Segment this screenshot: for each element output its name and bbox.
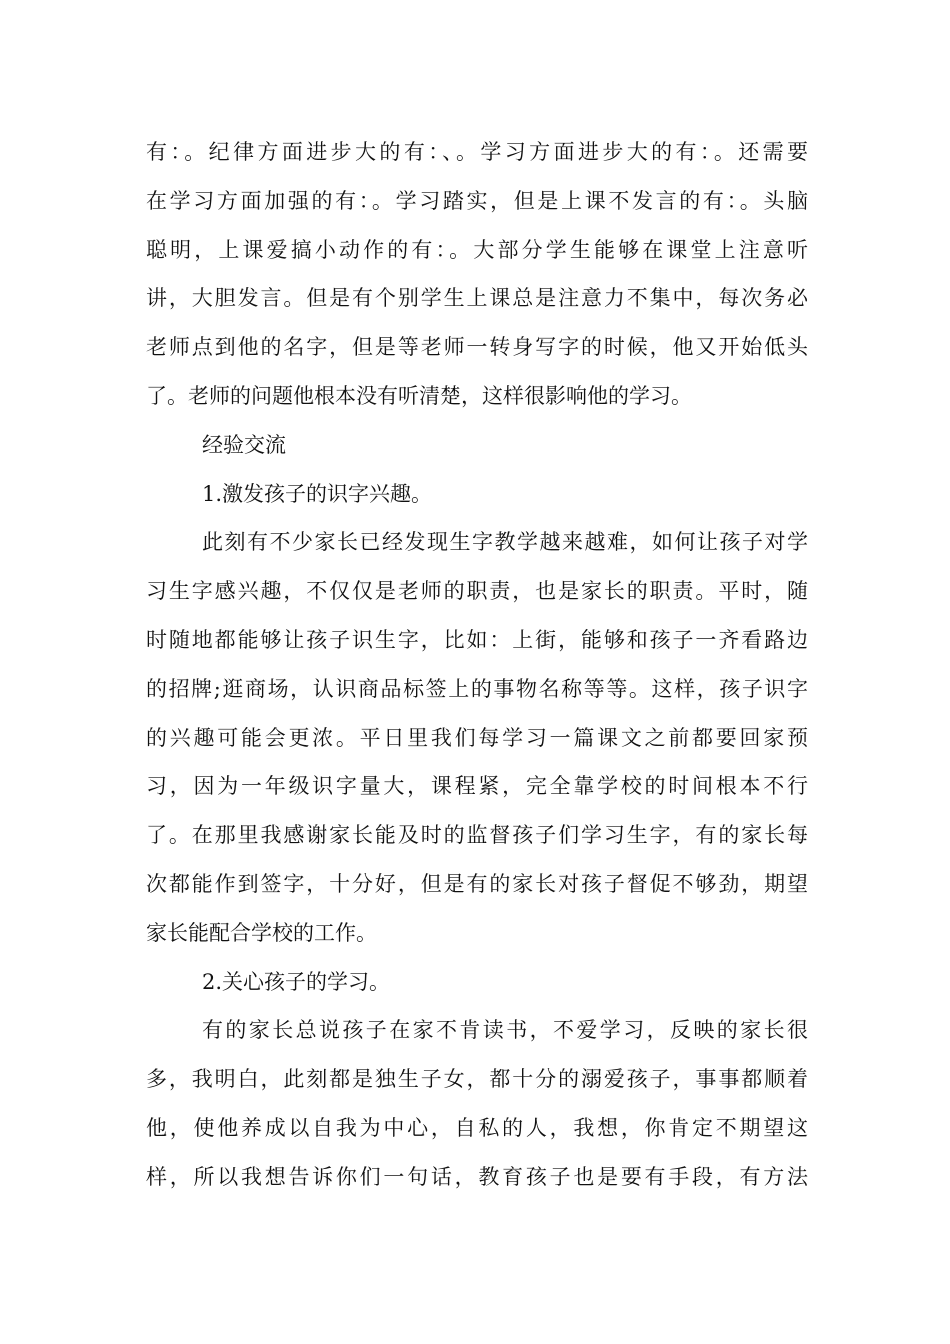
text-line: 了。老师的问题他根本没有听清楚，这样很影响他的学习。 — [146, 383, 692, 408]
text-line: 讲，大胆发言。但是有个别学生上课总是注意力不集中，每次务必 — [146, 286, 808, 311]
paragraph-literacy-interest — [146, 518, 808, 957]
text-line: 有的家长总说孩子在家不肯读书，不爱学习，反映的家长很 — [202, 1018, 808, 1043]
text-line: 在学习方面加强的有：。学习踏实，但是上课不发言的有：。头脑 — [146, 188, 808, 213]
text-line: 家长能配合学校的工作。 — [146, 920, 377, 945]
text-line: 此刻有不少家长已经发现生字教学越来越难，如何让孩子对学 — [202, 530, 808, 555]
text-line: 的招牌;逛商场，认识商品标签上的事物名称等等。这样，孩子识字 — [146, 676, 808, 701]
text-line: 习，因为一年级识字量大，课程紧，完全靠学校的时间根本不行 — [146, 774, 808, 799]
subheading-care-for-learning: 2.关心孩子的学习。 — [202, 969, 391, 994]
text-line: 有：。纪律方面进步大的有：、。学习方面进步大的有：。还需要 — [146, 140, 808, 164]
subheading-literacy-interest: 1.激发孩子的识字兴趣。 — [202, 481, 433, 506]
text-line: 次都能作到签字，十分好，但是有的家长对孩子督促不够劲，期望 — [146, 871, 808, 896]
text-line: 的兴趣可能会更浓。平日里我们每学习一篇课文之前都要回家预 — [146, 725, 808, 750]
text-line: 聪明，上课爱搞小动作的有：。大部分学生能够在课堂上注意听 — [146, 237, 808, 262]
text-line: 老师点到他的名字，但是等老师一转身写字的时候，他又开始低头 — [146, 335, 808, 360]
paragraph-care-for-learning — [146, 1006, 808, 1201]
paragraph-discipline — [146, 128, 808, 421]
text-line: 多，我明白，此刻都是独生子女，都十分的溺爱孩子，事事都顺着 — [146, 1067, 808, 1092]
text-line: 他，使他养成以自我为中心，自私的人，我想，你肯定不期望这 — [146, 1115, 808, 1140]
section-heading-experience-exchange: 经验交流 — [202, 432, 286, 457]
text-line: 样，所以我想告诉你们一句话，教育孩子也是要有手段，有方法 — [146, 1164, 808, 1189]
text-line: 习生字感兴趣，不仅仅是老师的职责，也是家长的职责。平时，随 — [146, 579, 808, 604]
text-line: 了。在那里我感谢家长能及时的监督孩子们学习生字，有的家长每 — [146, 823, 808, 848]
text-line: 时随地都能够让孩子识生字，比如：上街，能够和孩子一齐看路边 — [146, 627, 808, 652]
document-body — [146, 128, 808, 1202]
